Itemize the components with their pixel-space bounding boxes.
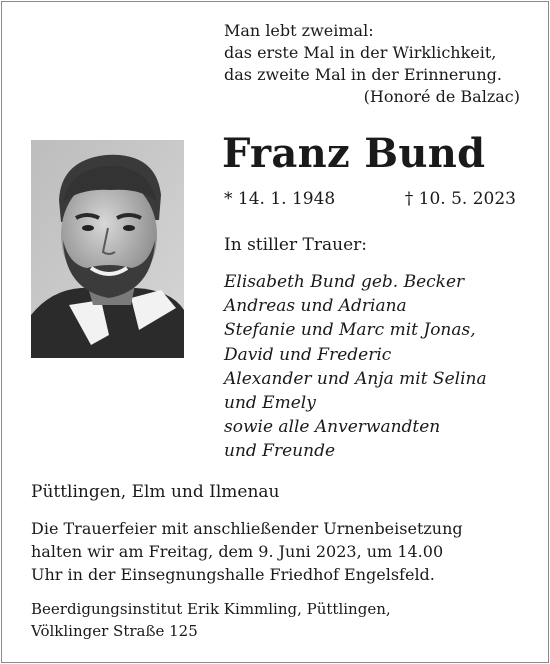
quote-block [224, 20, 524, 108]
funeral-ceremony-info [31, 517, 531, 586]
mourner-line: und Emely [224, 393, 316, 414]
undertaker-line: Beerdigungsinstitut Erik Kimmling, Püttlingen, [31, 600, 391, 618]
mourning-label: In stiller Trauer: [224, 235, 367, 255]
ceremony-line: Uhr in der Einsegnungshalle Friedhof Engelsfeld. [31, 565, 435, 584]
deceased-name: Franz Bund [222, 130, 486, 177]
mourner-line: David und Frederic [224, 344, 392, 365]
undertaker-info [31, 598, 531, 642]
mourner-line: Stefanie und Marc mit Jonas, [224, 320, 476, 341]
portrait-photo [31, 140, 184, 358]
mourner-line: Elisabeth Bund geb. Becker [224, 272, 465, 292]
quote-line: Man lebt zweimal: [224, 21, 374, 40]
ceremony-line: halten wir am Freitag, dem 9. Juni 2023, um 14.00 [31, 542, 444, 561]
quote-line: das erste Mal in der Wirklichkeit, [224, 43, 497, 62]
birth-date: * 14. 1. 1948 [224, 189, 336, 209]
mourner-line: Andreas und Adriana [224, 296, 407, 317]
ceremony-line: Die Trauerfeier mit anschließender Urnenbeisetzung [31, 519, 463, 538]
mourner-line: und Freunde [224, 441, 336, 462]
death-date: † 10. 5. 2023 [404, 189, 516, 209]
quote-line: das zweite Mal in der Erinnerung. [224, 65, 502, 84]
portrait-image [31, 140, 184, 358]
quote-author: (Honoré de Balzac) [363, 87, 520, 106]
family-locations: Püttlingen, Elm und Ilmenau [31, 482, 280, 502]
undertaker-line: Völklinger Straße 125 [31, 622, 198, 640]
mourners-list [224, 270, 524, 464]
mourner-line: Alexander und Anja mit Selina [224, 368, 487, 389]
mourner-line: sowie alle Anverwandten [224, 417, 441, 438]
